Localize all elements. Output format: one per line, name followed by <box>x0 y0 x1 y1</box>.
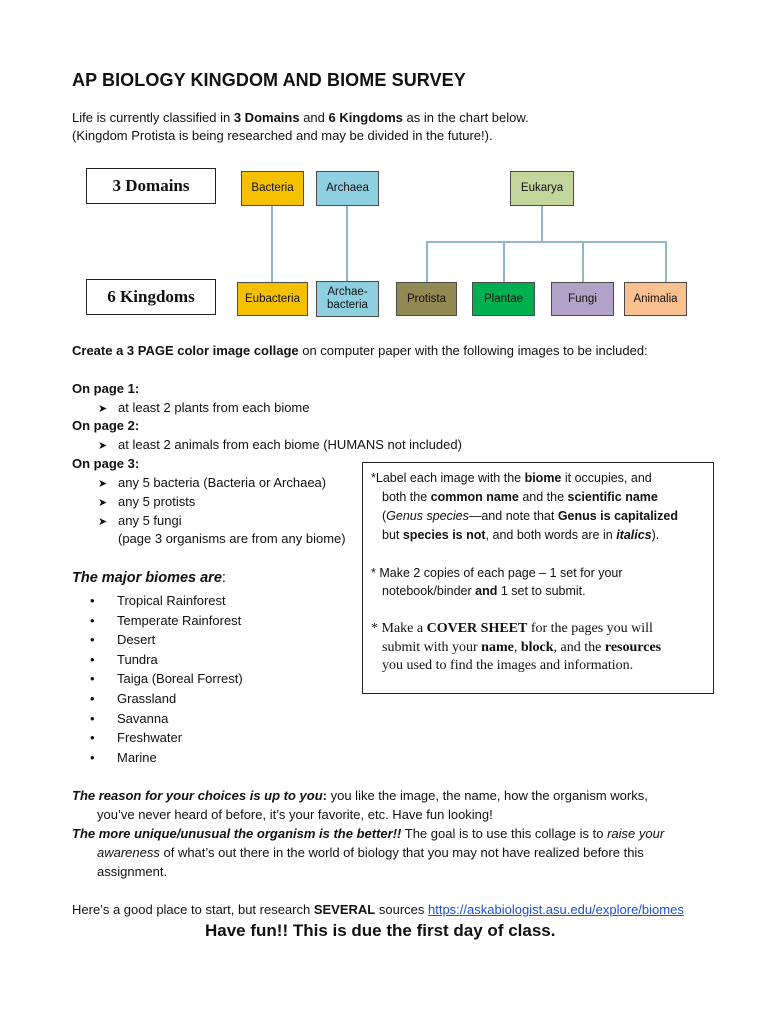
page-3-note: (page 3 organisms are from any biome) <box>118 531 346 546</box>
note-1-line-3: (Genus species—and note that Genus is capitalized <box>382 509 678 523</box>
note-3-line-1: * Make a COVER SHEET for the pages you will <box>371 621 653 636</box>
page-2-item: ➤ at least 2 animals from each biome (HUMANS not included) <box>98 435 462 456</box>
list-item: • Tropical Rainforest <box>90 593 226 608</box>
unique-line-3: assignment. <box>97 864 168 879</box>
kingdom-fungi: Fungi <box>551 282 614 316</box>
kingdom-protista: Protista <box>396 282 457 316</box>
page-title: AP BIOLOGY KINGDOM AND BIOME SURVEY <box>72 70 466 90</box>
intro-line-1: Life is currently classified in 3 Domains and 6 Kingdoms as in the chart below. <box>72 110 529 125</box>
connector-eukarya-bar <box>426 241 666 243</box>
collage-instruction: Create a 3 PAGE color image collage on computer paper with the following images to be included: <box>72 343 648 358</box>
connector-plantae <box>503 241 505 282</box>
note-1-line-1: *Label each image with the biome it occupies, and <box>371 471 652 485</box>
page-1-item: ➤ at least 2 plants from each biome <box>98 398 310 419</box>
connector-fungi <box>582 241 584 282</box>
kingdom-archaebacteria: Archae- bacteria <box>316 281 379 317</box>
connector-animalia <box>665 241 667 282</box>
note-3-line-3: you used to find the images and information. <box>382 658 634 673</box>
note-1-line-2: both the common name and the scientific name <box>382 490 658 504</box>
domain-archaea: Archaea <box>316 171 379 206</box>
note-2-line-1: * Make 2 copies of each page – 1 set for your <box>371 566 623 580</box>
kingdoms-label: 6 Kingdoms <box>86 279 216 315</box>
unique-line-1: The more unique/unusual the organism is the better!! The goal is to use this collage is to raise your <box>72 826 665 841</box>
list-item: • Tundra <box>90 651 158 667</box>
arrow-bullet-icon: ➤ <box>98 516 108 528</box>
biomes-link[interactable]: https://askabiologist.asu.edu/explore/biomes <box>428 902 684 917</box>
arrow-bullet-icon: ➤ <box>98 497 108 509</box>
domain-eukarya: Eukarya <box>510 171 574 206</box>
list-item: • Desert <box>90 632 156 648</box>
arrow-bullet-icon: ➤ <box>98 478 108 490</box>
page-3-item: ➤ any 5 fungi <box>98 511 182 532</box>
page-3-label: On page 3: <box>72 456 140 471</box>
list-item: • Taiga (Boreal Forrest) <box>90 671 243 687</box>
list-item: • Marine <box>90 749 157 765</box>
biomes-heading: The major biomes are: <box>72 570 226 586</box>
reason-line-2: you’ve never heard of before, it’s your favorite, etc. Have fun looking! <box>97 807 493 822</box>
page-3-item: ➤ any 5 bacteria (Bacteria or Archaea) <box>98 473 326 494</box>
kingdom-plantae: Plantae <box>472 282 535 316</box>
connector-protista <box>426 241 428 282</box>
list-item: • Temperate Rainforest <box>90 612 242 628</box>
note-2-line-2: notebook/binder and 1 set to submit. <box>382 584 586 598</box>
arrow-bullet-icon: ➤ <box>98 403 108 415</box>
page-1-label: On page 1: <box>72 381 140 396</box>
kingdom-animalia: Animalia <box>624 282 687 316</box>
list-item: • Grassland <box>90 691 177 706</box>
domain-bacteria: Bacteria <box>241 171 304 206</box>
connector-bacteria <box>271 205 273 282</box>
arrow-bullet-icon: ➤ <box>98 440 108 452</box>
list-item: • Freshwater <box>90 730 183 746</box>
connector-archaea <box>346 205 348 282</box>
note-3-line-2: submit with your name, block, and the resources <box>382 640 662 655</box>
note-1-line-4: but species is not, and both words are in italics). <box>382 528 660 542</box>
page-2-label: On page 2: <box>72 418 140 433</box>
domains-label: 3 Domains <box>86 168 216 204</box>
resource-line: Here’s a good place to start, but research SEVERAL sources https://askabiologist.asu.edu/explore/biomes <box>72 902 684 917</box>
list-item: • Savanna <box>90 710 169 726</box>
connector-eukarya <box>541 205 543 242</box>
page-3-item: ➤ any 5 protists <box>98 492 195 513</box>
unique-line-2: awareness of what’s out there in the world of biology that you may not have realized before this <box>97 845 644 860</box>
closing-note: Have fun!! This is due the first day of class. <box>205 921 556 940</box>
intro-line-2: (Kingdom Protista is being researched and may be divided in the future!). <box>72 128 493 143</box>
reason-line-1: The reason for your choices is up to you: you like the image, the name, how the organism works, <box>72 788 648 803</box>
instructions-box <box>362 462 714 694</box>
kingdom-eubacteria: Eubacteria <box>237 282 308 316</box>
